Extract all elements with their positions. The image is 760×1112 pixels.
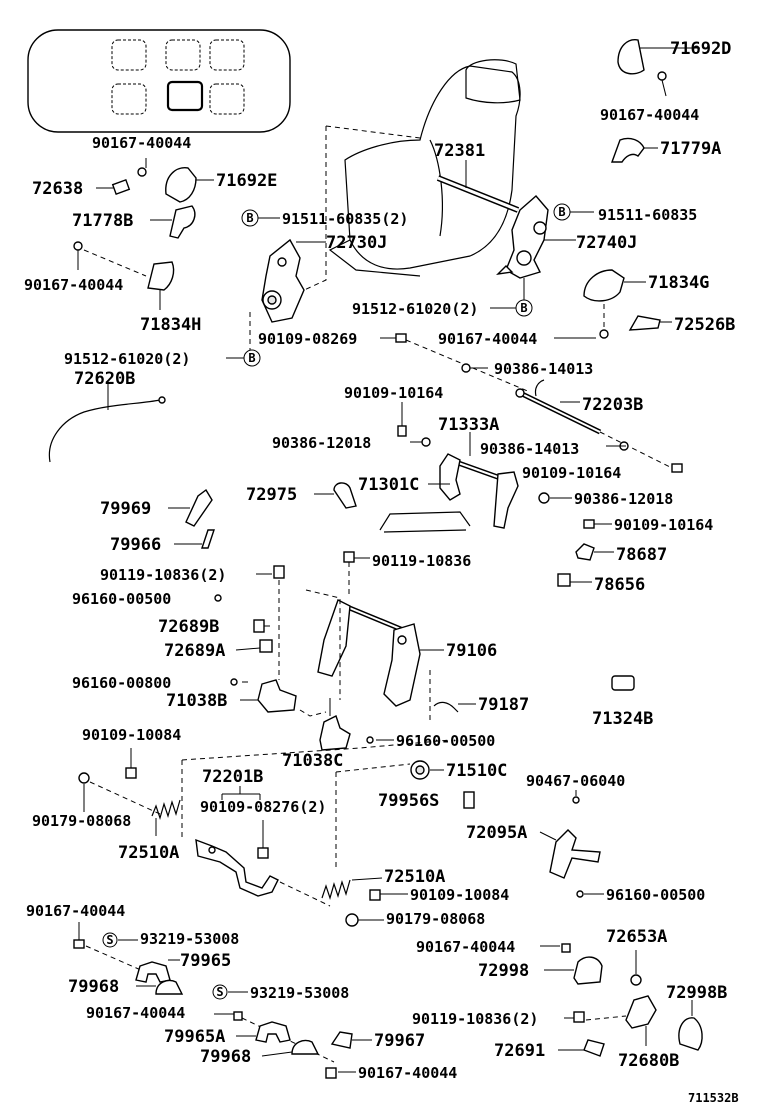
label-90386-14013-b: 90386-14013 — [480, 440, 580, 458]
label-90386-12018-b: 90386-12018 — [574, 490, 674, 508]
marker-b-3 — [516, 300, 532, 316]
label-72201B: 72201B — [202, 767, 264, 787]
label-72689B: 72689B — [158, 617, 220, 637]
label-79956S: 79956S — [378, 791, 440, 811]
marker-b-1 — [242, 210, 258, 226]
label-90167-40044-f: 90167-40044 — [416, 938, 516, 956]
nut-90386-12018-a-icon — [410, 438, 430, 446]
label-78656: 78656 — [594, 575, 646, 595]
label-90386-12018-a: 90386-12018 — [272, 434, 372, 452]
part-79969-clip-icon — [168, 490, 212, 526]
label-71301C: 71301C — [358, 475, 420, 495]
label-72998B: 72998B — [666, 983, 728, 1003]
part-79956S-clip-icon — [464, 792, 474, 808]
part-71779A-lever-icon — [612, 138, 658, 162]
part-labels — [24, 39, 739, 1105]
label-96160-00500-b: 96160-00500 — [396, 732, 496, 750]
part-72381-rod-icon — [438, 160, 518, 210]
part-71038B-bracket-icon — [258, 680, 296, 712]
label-91512-61020-2-a: 91512-61020(2) — [352, 300, 479, 318]
part-79967-clip-icon — [332, 1032, 372, 1048]
label-71778B: 71778B — [72, 211, 134, 231]
label-90167-40044-c: 90167-40044 — [24, 276, 124, 294]
label-79968-a: 79968 — [68, 977, 120, 997]
label-90167-40044-a: 90167-40044 — [600, 106, 700, 124]
bolt-90119-10836-2-b-icon — [574, 1012, 584, 1022]
part-71692E-cover-icon — [166, 168, 214, 202]
label-72620B: 72620B — [74, 369, 136, 389]
marker-s-a: S — [106, 933, 114, 947]
label-71692D: 71692D — [670, 39, 732, 59]
bolt-90109-08269-icon — [380, 334, 406, 342]
nut-90386-14013-a-icon — [462, 364, 488, 372]
label-91511-60835: 91511-60835 — [598, 206, 698, 224]
part-72653A-cap-icon — [631, 950, 641, 985]
label-90167-40044-b: 90167-40044 — [92, 134, 192, 152]
clip-96160-00500-c-icon — [577, 891, 583, 897]
part-79966-clip-icon — [174, 530, 214, 548]
marker-s-b: S — [216, 985, 224, 999]
part-72680B-bracket-icon — [626, 996, 656, 1046]
label-71834H: 71834H — [140, 315, 202, 335]
label-72638: 72638 — [32, 179, 84, 199]
marker-b-4 — [244, 350, 260, 366]
part-72526B-knob-icon — [630, 316, 672, 330]
label-90167-40044-g: 90167-40044 — [86, 1004, 186, 1022]
label-72381: 72381 — [434, 141, 486, 161]
label-90109-08276-2: 90109-08276(2) — [200, 798, 327, 816]
label-90167-40044-d: 90167-40044 — [438, 330, 538, 348]
label-72203B: 72203B — [582, 395, 644, 415]
label-90109-10164-a: 90109-10164 — [344, 384, 444, 402]
marker-b-2 — [554, 204, 570, 220]
label-71324B: 71324B — [592, 709, 654, 729]
clip-96160-00800-icon — [231, 679, 237, 685]
screw-93219-53008-b-icon — [213, 985, 227, 999]
part-72620B-cable-icon — [49, 384, 165, 462]
part-72638-knob-icon — [96, 180, 129, 194]
label-71333A: 71333A — [438, 415, 500, 435]
label-72998: 72998 — [478, 961, 530, 981]
label-90179-08068-b: 90179-08068 — [386, 910, 486, 928]
part-71038C-bracket-icon — [320, 698, 350, 750]
label-72526B: 72526B — [674, 315, 736, 335]
label-90119-10836-2: 90119-10836(2) — [100, 566, 227, 584]
label-79966: 79966 — [110, 535, 162, 555]
label-96160-00500-c: 96160-00500 — [606, 886, 706, 904]
label-71692E: 71692E — [216, 171, 278, 191]
label-72730J: 72730J — [326, 233, 388, 253]
bolt-90119-10836-icon — [344, 552, 370, 596]
part-72510A-spring-a-icon — [152, 800, 180, 836]
label-96160-00500-a: 96160-00500 — [72, 590, 172, 608]
bolt-90109-10084-a-icon — [126, 748, 136, 778]
label-72680B: 72680B — [618, 1051, 680, 1071]
label-79187: 79187 — [478, 695, 530, 715]
label-71834G: 71834G — [648, 273, 710, 293]
label-72740J: 72740J — [576, 233, 638, 253]
screw-90167-40044-f-icon — [562, 944, 570, 952]
label-90119-10836-2-b: 90119-10836(2) — [412, 1010, 539, 1028]
screw-90167-40044-left-icon — [74, 242, 146, 276]
part-71778B-cover-icon — [150, 206, 195, 238]
label-90109-10084-b: 90109-10084 — [410, 886, 510, 904]
label-90109-08269: 90109-08269 — [258, 330, 358, 348]
label-72510A-a: 72510A — [118, 843, 180, 863]
label-79969: 79969 — [100, 499, 152, 519]
part-79968-cover-b-icon — [292, 1041, 318, 1055]
label-91512-61020-2-b: 91512-61020(2) — [64, 350, 191, 368]
screw-93219-53008-a-icon — [103, 933, 117, 947]
screw-90167-40044-e-icon — [74, 922, 84, 948]
label-90167-40044-e: 90167-40044 — [26, 902, 126, 920]
label-90386-14013-a: 90386-14013 — [494, 360, 594, 378]
label-90167-40044-h: 90167-40044 — [358, 1064, 458, 1082]
label-78687: 78687 — [616, 545, 668, 565]
svg-text:B: B — [246, 211, 254, 225]
svg-text:B: B — [558, 205, 566, 219]
label-72653A: 72653A — [606, 927, 668, 947]
part-72730J-hinge-icon — [262, 240, 326, 322]
label-72689A: 72689A — [164, 641, 226, 661]
label-91511-60835-2: 91511-60835(2) — [282, 210, 409, 228]
bolt-90109-10164-b-icon — [672, 464, 682, 472]
part-72998B-cover-icon — [679, 1000, 702, 1050]
part-79968-cover-a-icon — [136, 981, 182, 995]
part-78687-cap-icon — [576, 544, 594, 560]
part-72689A-cap-icon — [260, 640, 272, 652]
part-79965-cover-icon — [136, 962, 170, 982]
bolt-90109-10084-b-icon — [370, 890, 380, 900]
label-90467-06040: 90467-06040 — [526, 772, 626, 790]
part-72689B-cap-icon — [254, 620, 264, 632]
label-90179-08068-a: 90179-08068 — [32, 812, 132, 830]
clip-96160-00500-b-icon — [367, 737, 373, 743]
label-79965: 79965 — [180, 951, 232, 971]
label-90109-10164-b: 90109-10164 — [522, 464, 622, 482]
collar-90179-08068-b-icon — [346, 914, 358, 926]
part-71324B-cap-icon — [612, 676, 634, 690]
screw-90167-40044-top-icon — [138, 158, 146, 176]
bolt-90109-08276-icon — [258, 820, 268, 858]
screw-90167-40044-g-icon — [234, 1012, 242, 1020]
label-72095A: 72095A — [466, 823, 528, 843]
bolt-90109-10164-a-icon — [398, 402, 406, 436]
svg-text:B: B — [248, 351, 256, 365]
label-90109-10164-c: 90109-10164 — [614, 516, 714, 534]
label-93219-53008-a: 93219-53008 — [140, 930, 240, 948]
label-71510C: 71510C — [446, 761, 508, 781]
part-72095A-handle-icon — [540, 830, 600, 878]
label-96160-00800: 96160-00800 — [72, 674, 172, 692]
label-71038B: 71038B — [166, 691, 228, 711]
bolt-90109-10164-c-icon — [584, 520, 594, 528]
screw-90167-40044-h-icon — [326, 1068, 336, 1078]
label-72691: 72691 — [494, 1041, 546, 1061]
part-71834H-cover-icon — [148, 262, 174, 310]
part-72691-bracket-icon — [584, 1040, 604, 1056]
label-90119-10836: 90119-10836 — [372, 552, 472, 570]
part-71510C-bushing-icon — [411, 761, 444, 779]
label-71779A: 71779A — [660, 139, 722, 159]
label-72975: 72975 — [246, 485, 298, 505]
collar-90179-08068-a-icon — [79, 773, 89, 812]
label-93219-53008-b: 93219-53008 — [250, 984, 350, 1002]
screw-90167-40044-right-icon — [600, 330, 608, 338]
vehicle-seat-locator-icon — [28, 30, 290, 132]
label-79106: 79106 — [446, 641, 498, 661]
label-72510A-b: 72510A — [384, 867, 446, 887]
label-79968-b: 79968 — [200, 1047, 252, 1067]
label-79967: 79967 — [374, 1031, 426, 1051]
label-diagram-id: 711532B — [688, 1091, 739, 1105]
part-71834G-cover-icon — [584, 270, 646, 301]
part-79187-spring-icon — [434, 702, 476, 712]
part-72975-clip-icon — [314, 483, 356, 508]
clip-96160-00500-a-icon — [215, 595, 221, 601]
nut-90386-12018-b-icon — [539, 493, 549, 503]
svg-text:B: B — [520, 301, 528, 315]
screw-90167-40044-icon — [658, 72, 666, 96]
clip-90467-06040-icon — [573, 790, 579, 803]
label-90109-10084-a: 90109-10084 — [82, 726, 182, 744]
part-78656-cap-icon — [558, 574, 570, 586]
part-79106-frame-icon — [306, 590, 444, 720]
part-79965A-cover-icon — [256, 1022, 290, 1042]
part-72998-cover-icon — [574, 957, 602, 984]
label-71038C: 71038C — [282, 751, 344, 771]
label-79965A: 79965A — [164, 1027, 226, 1047]
